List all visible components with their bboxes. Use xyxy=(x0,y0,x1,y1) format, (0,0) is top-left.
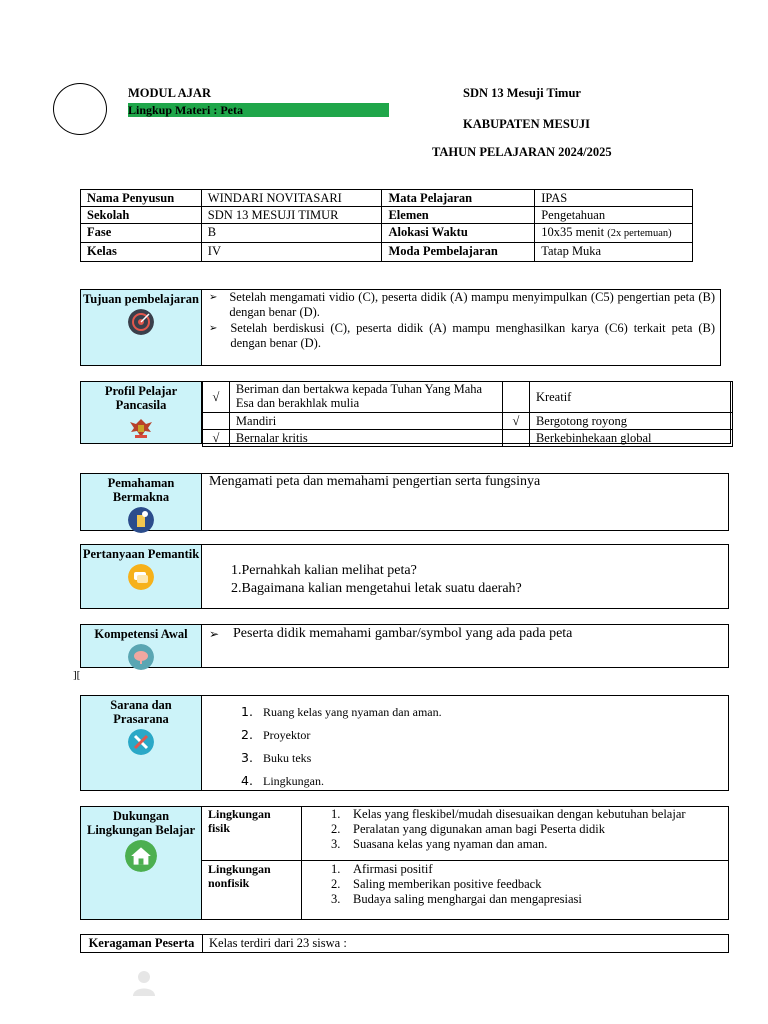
academic-year: TAHUN PELAJARAN 2024/2025 xyxy=(432,145,612,159)
list-item: 2. Saling memberikan positive feedback xyxy=(331,877,542,891)
pertanyaan-section xyxy=(80,544,729,609)
profil-item: Bernalar kritis xyxy=(229,430,502,447)
target-icon xyxy=(128,309,154,335)
info-value xyxy=(535,224,693,243)
fisik-item: Kelas yang fleskibel/mudah disesuaikan dengan kebutuhan belajar xyxy=(353,807,686,821)
kompetensi-label: Kompetensi Awal xyxy=(94,627,188,641)
list-item: 4. Lingkungan. xyxy=(241,773,324,788)
tujuan-item: Setelah mengamati vidio (C), peserta didik (A) mampu menyimpulkan (C5) pengertian peta (B) dengan benar (D). xyxy=(229,290,715,319)
list-item: 2. Peralatan yang digunakan aman bagi Peserta didik xyxy=(331,822,606,836)
scope-label: Lingkup Materi : Peta xyxy=(128,103,389,117)
info-value: Tatap Muka xyxy=(535,243,693,262)
fisik-item: Suasana kelas yang nyaman dan aman. xyxy=(353,837,548,851)
list-item: 2. Proyektor xyxy=(241,727,311,742)
info-key: Sekolah xyxy=(81,207,202,224)
table-row xyxy=(203,430,733,447)
profil-item: Berkebinhekaan global xyxy=(529,430,732,447)
check-mark xyxy=(203,413,230,430)
kompetensi-label-cell xyxy=(81,625,202,667)
list-item: 1. Ruang kelas yang nyaman dan aman. xyxy=(241,704,442,719)
tujuan-item: Setelah berdiskusi (C), peserta didik (A) mampu menghasilkan karya (C6) terkait peta (B) dengan benar (D). xyxy=(230,321,715,350)
arrow-bullet-icon: ➢ xyxy=(209,627,220,641)
stray-mark: ][ xyxy=(73,669,81,681)
check-mark xyxy=(503,382,530,413)
sarana-item: Lingkungan. xyxy=(263,774,324,788)
info-key: Fase xyxy=(81,224,202,243)
keragaman-label: Keragaman Peserta xyxy=(81,935,203,952)
pemahaman-section xyxy=(80,473,729,531)
profil-item: Beriman dan bertakwa kepada Tuhan Yang Maha Esa dan berakhlak mulia xyxy=(229,382,502,413)
kompetensi-section xyxy=(80,624,729,668)
profil-table xyxy=(202,381,733,447)
info-key: Kelas xyxy=(81,243,202,262)
pertanyaan-label: Pertanyaan Pemantik xyxy=(82,547,200,561)
tujuan-section xyxy=(80,289,721,366)
table-row xyxy=(81,243,693,262)
nonfisik-item: Afirmasi positif xyxy=(353,862,433,876)
profil-label: Profil Pelajar Pancasila xyxy=(104,384,178,412)
dukungan-section xyxy=(80,806,729,920)
keragaman-text: Kelas terdiri dari 23 siswa : xyxy=(209,936,347,950)
info-value: WINDARI NOVITASARI xyxy=(201,190,382,207)
tujuan-list xyxy=(209,290,715,351)
nonfisik-item: Saling memberikan positive feedback xyxy=(353,877,542,891)
env-divider xyxy=(302,860,729,861)
school-name: SDN 13 Mesuji Timur xyxy=(463,86,581,100)
check-mark: √ xyxy=(203,382,230,413)
pertanyaan-label-cell xyxy=(81,545,202,608)
list-item: 2.Bagaimana kalian mengetahui letak suatu daerah? xyxy=(231,581,522,596)
list-item xyxy=(209,321,715,351)
table-row xyxy=(81,224,693,243)
list-item: 1. Kelas yang fleskibel/mudah disesuaikan dengan kebutuhan belajar xyxy=(331,807,686,821)
sarana-item: Proyektor xyxy=(263,728,311,742)
tools-icon xyxy=(128,729,154,755)
list-item: 3. Budaya saling menghargai dan mengapresiasi xyxy=(331,892,582,906)
keragaman-section xyxy=(80,934,729,953)
info-key: Elemen xyxy=(382,207,535,224)
nonfisik-label: Lingkungan nonfisik xyxy=(208,862,271,890)
tujuan-label: Tujuan pembelajaran xyxy=(83,292,199,306)
table-row xyxy=(81,207,693,224)
list-item: 3. Buku teks xyxy=(241,750,312,765)
fisik-list xyxy=(331,807,686,852)
check-mark: √ xyxy=(203,430,230,447)
tujuan-label-cell xyxy=(81,290,202,365)
info-value: SDN 13 MESUJI TIMUR xyxy=(201,207,382,224)
fisik-label: Lingkungan fisik xyxy=(202,807,301,861)
info-value: B xyxy=(201,224,382,243)
info-key: Nama Penyusun xyxy=(81,190,202,207)
pemahaman-text: Mengamati peta dan memahami pengertian serta fungsinya xyxy=(209,474,541,489)
table-row xyxy=(203,382,733,413)
fisik-item: Peralatan yang digunakan aman bagi Peserta didik xyxy=(353,822,606,836)
nonfisik-list xyxy=(331,862,582,907)
person-idea-icon xyxy=(128,507,154,533)
info-key: Moda Pembelajaran xyxy=(382,243,535,262)
table-row xyxy=(81,190,693,207)
check-mark xyxy=(503,430,530,447)
person-icon xyxy=(132,970,156,996)
env-label-column xyxy=(202,807,302,919)
profil-item: Kreatif xyxy=(529,382,732,413)
sarana-list xyxy=(241,704,442,796)
info-value: Pengetahuan xyxy=(535,207,693,224)
pertanyaan-list xyxy=(231,562,522,598)
check-mark: √ xyxy=(503,413,530,430)
arrow-bullet-icon: ➢ xyxy=(209,323,218,334)
pemahaman-label-cell xyxy=(81,474,202,530)
kompetensi-text: Peserta didik memahami gambar/symbol yang ada pada peta xyxy=(233,626,573,641)
profil-section xyxy=(80,381,731,444)
module-title: MODUL AJAR xyxy=(128,86,211,100)
profil-item: Bergotong royong xyxy=(529,413,732,430)
list-item xyxy=(209,290,715,320)
sarana-label: Sarana dan Prasarana xyxy=(110,698,172,726)
info-value: IV xyxy=(201,243,382,262)
sarana-section xyxy=(80,695,729,791)
pemahaman-label: Pemahaman Bermakna xyxy=(107,476,175,504)
profil-label-cell xyxy=(81,382,202,443)
info-key: Mata Pelajaran xyxy=(382,190,535,207)
profil-item: Mandiri xyxy=(229,413,502,430)
home-icon xyxy=(125,840,157,872)
list-item: 1.Pernahkah kalian melihat peta? xyxy=(231,563,417,578)
sarana-label-cell xyxy=(81,696,202,790)
info-value: IPAS xyxy=(535,190,693,207)
list-item: 3. Suasana kelas yang nyaman dan aman. xyxy=(331,837,548,851)
nonfisik-item: Budaya saling menghargai dan mengapresiasi xyxy=(353,892,582,906)
arrow-bullet-icon: ➢ xyxy=(209,292,218,303)
kompetensi-item xyxy=(209,626,572,642)
dukungan-label: Dukungan Lingkungan Belajar xyxy=(86,809,195,837)
sarana-item: Buku teks xyxy=(263,751,312,765)
chat-bubble-icon xyxy=(128,564,154,590)
meeting-count: (2x pertemuan) xyxy=(607,228,672,239)
garuda-emblem-icon xyxy=(128,415,154,441)
info-key: Alokasi Waktu xyxy=(382,224,535,243)
sarana-item: Ruang kelas yang nyaman dan aman. xyxy=(263,705,442,719)
regency-name: KABUPATEN MESUJI xyxy=(463,117,590,131)
logo-circle xyxy=(53,83,107,135)
list-item: 1. Afirmasi positif xyxy=(331,862,433,876)
brain-icon xyxy=(128,644,154,670)
time-allocation: 10x35 menit xyxy=(541,225,605,239)
table-row xyxy=(203,413,733,430)
info-table xyxy=(80,189,693,262)
dukungan-label-cell xyxy=(81,807,202,919)
